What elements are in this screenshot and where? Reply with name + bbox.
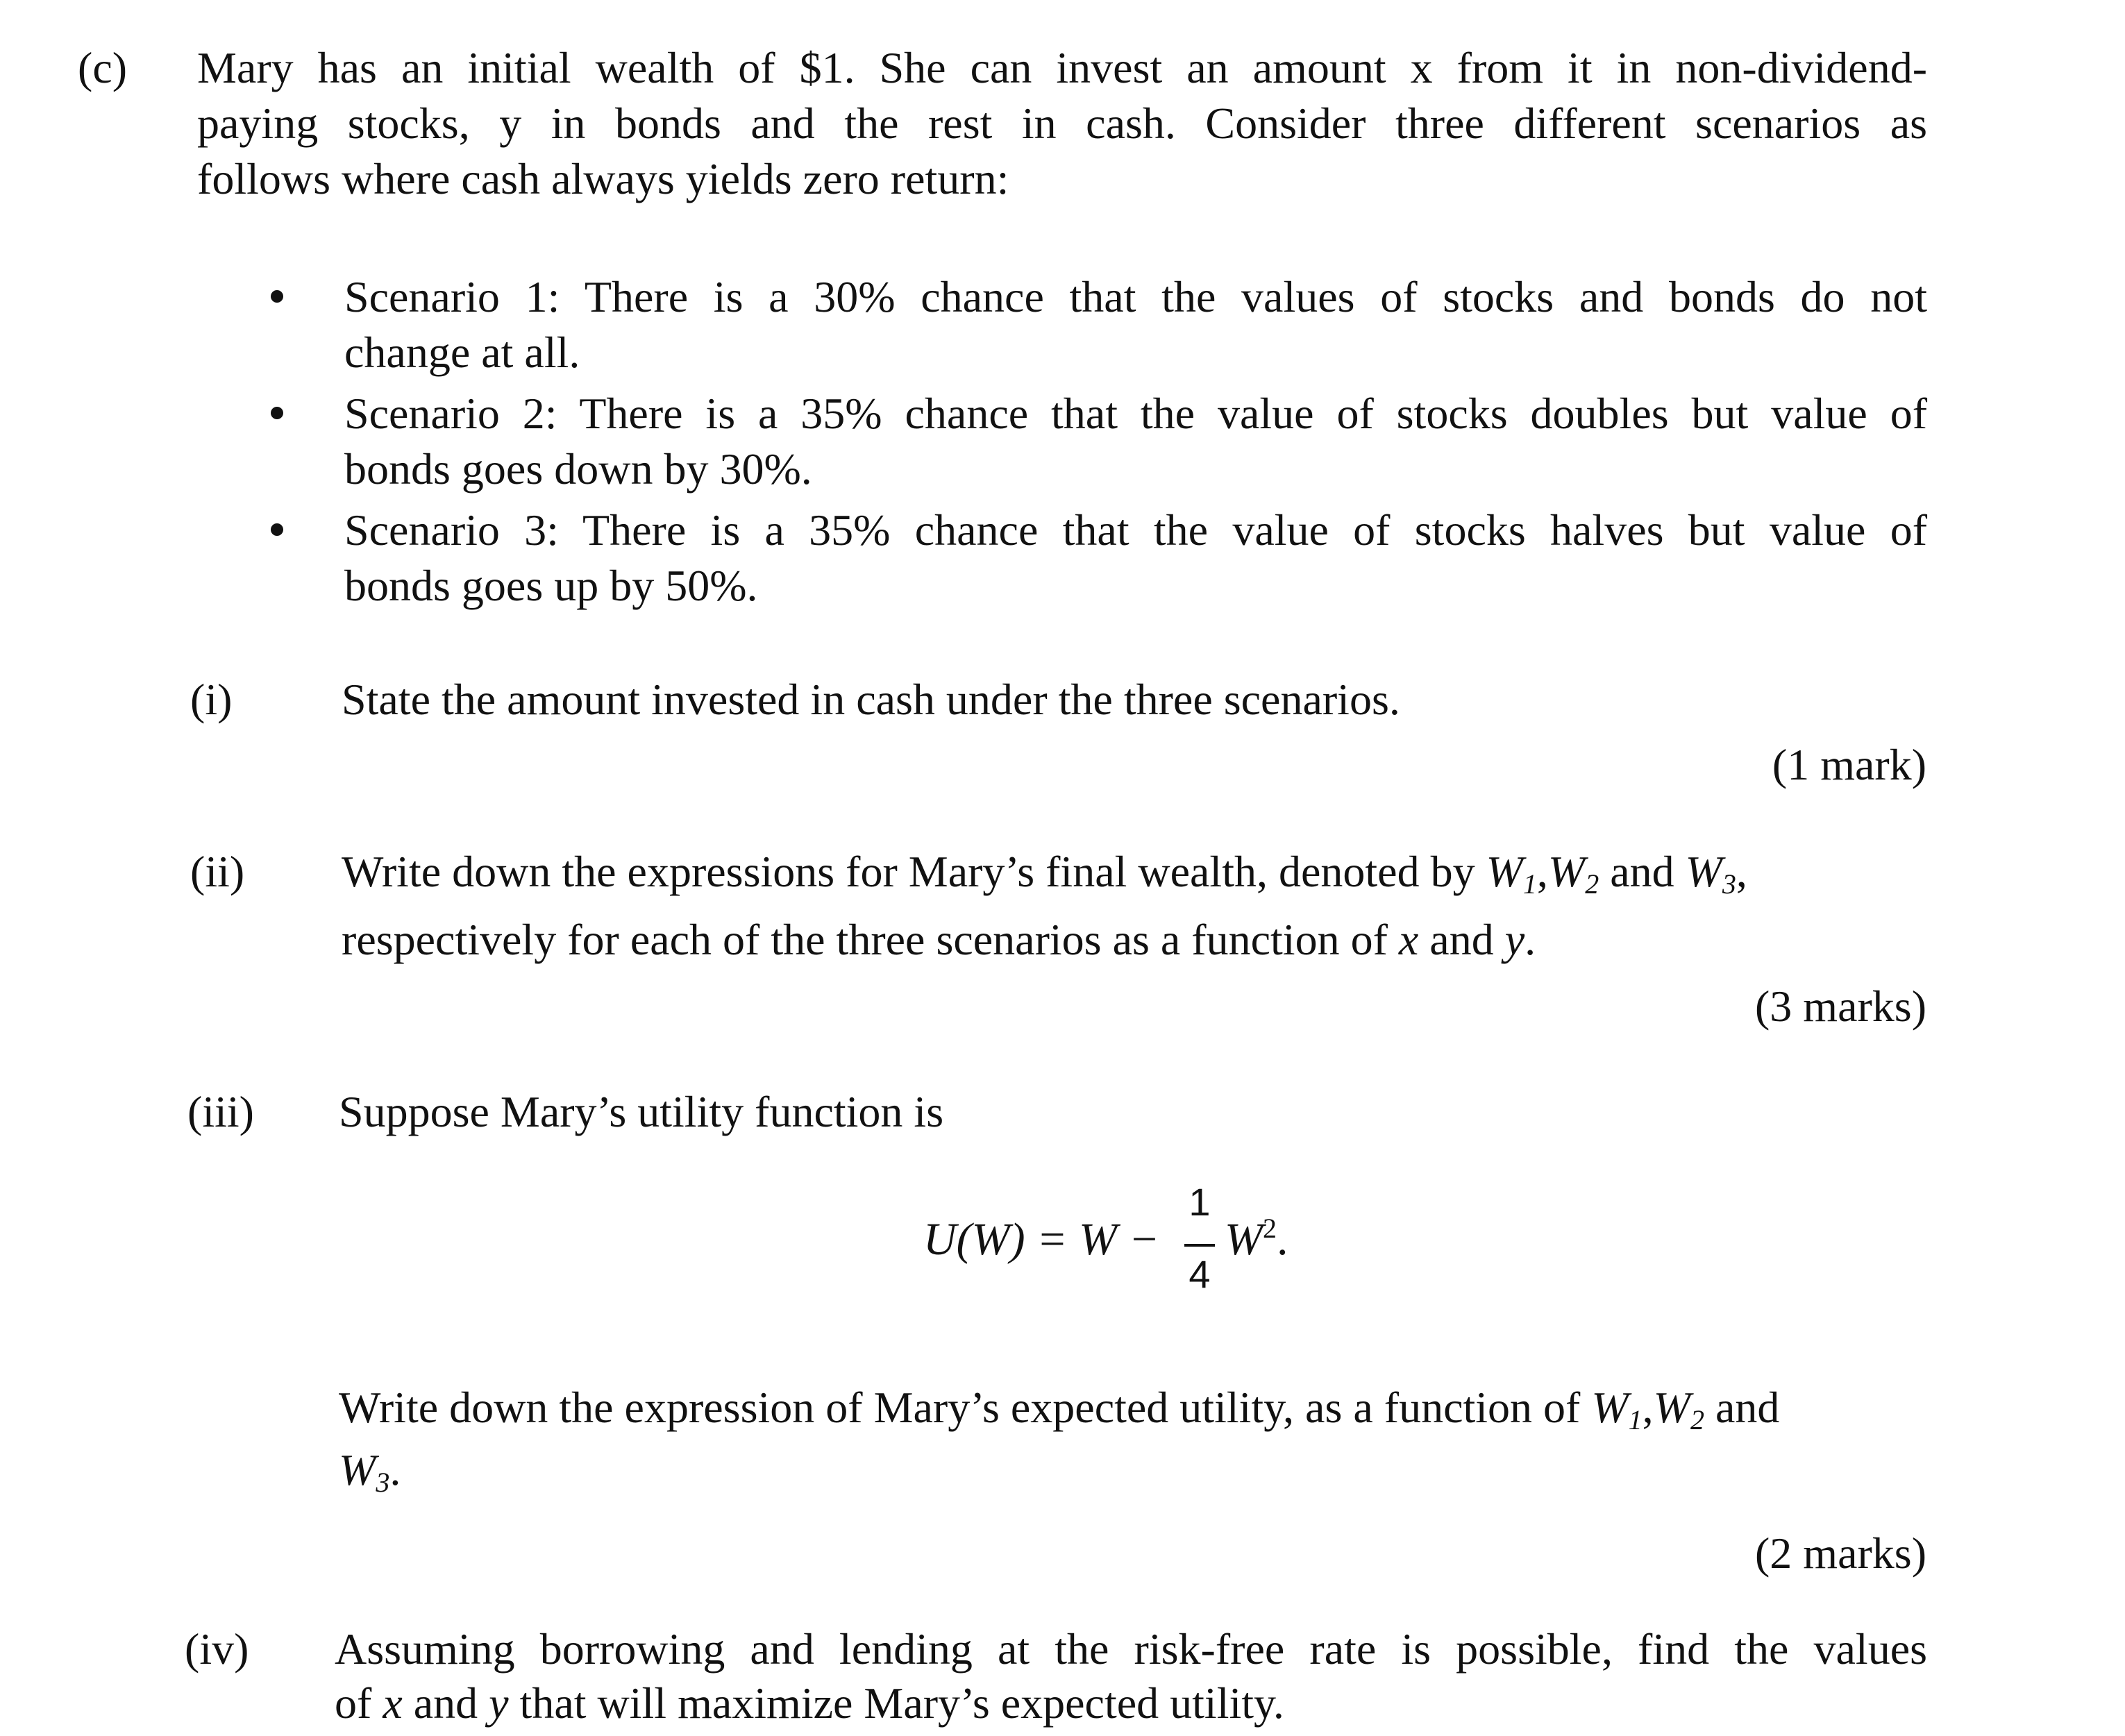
- part-ii-label: (ii): [190, 847, 245, 896]
- part-ii-and: and: [1610, 847, 1674, 896]
- part-iii-label: (iii): [187, 1087, 254, 1136]
- bullet-dot-icon: [271, 407, 283, 419]
- part-i-marks: (1 mark): [1772, 740, 1926, 789]
- part-iv-line-2: [335, 1676, 1284, 1731]
- bullet-dot-icon: [271, 290, 283, 303]
- symbol-y: y: [1504, 915, 1525, 964]
- intro-line-3: follows where cash always yields zero return:: [197, 154, 1009, 203]
- symbol-x: x: [383, 1678, 403, 1728]
- part-iv-and: and: [413, 1678, 478, 1728]
- part-ii-and-2: and: [1429, 915, 1494, 964]
- symbol-w1: $W_1$: [1591, 1383, 1643, 1435]
- part-iii-line-1: Write down the expression of Mary’s expected utility, as a function of $W_1,W_2$ and: [339, 1383, 1780, 1435]
- symbol-w2: $W_2$: [1547, 847, 1599, 900]
- formula-denominator: 4: [1189, 1252, 1211, 1296]
- scenario-2-line-2: bonds goes down by 30%.: [344, 444, 812, 494]
- scenario-2-text: Scenario 2: There is a 35% chance that the value of stocks doubles but value of: [344, 389, 1927, 438]
- scenario-3-text: Scenario 3: There is a 35% chance that the value of stocks halves but value of: [344, 505, 1927, 555]
- scenario-1-text: Scenario 1: There is a 30% chance that the values of stocks and bonds do not: [344, 272, 1927, 321]
- part-iv-line-1: [335, 1621, 1927, 1677]
- part-iv-suffix: that will maximize Mary’s expected utility.: [519, 1678, 1284, 1728]
- part-iii-and: and: [1715, 1383, 1780, 1432]
- symbol-w3: $W_3$: [1685, 847, 1736, 900]
- formula-numerator: 1: [1189, 1180, 1211, 1224]
- part-iii-marks: (2 marks): [1754, 1528, 1926, 1578]
- part-iii-intro: Suppose Mary’s utility function is: [339, 1087, 944, 1136]
- scenario-1-line-2: change at all.: [344, 328, 580, 377]
- part-ii-marks: (3 marks): [1754, 981, 1926, 1031]
- formula-lhs: U(W) = W −: [923, 1214, 1160, 1265]
- part-iv-text: Assuming borrowing and lending at the risk-free rate is possible, find the values: [335, 1624, 1927, 1674]
- part-iii-text: Write down the expression of Mary’s expected utility, as a function of: [339, 1383, 1581, 1432]
- intro-line-2-text: paying stocks, y in bonds and the rest in cash. Consider three different scenarios as: [197, 99, 1927, 148]
- formula-exponent: 2: [1262, 1213, 1277, 1244]
- part-iv-prefix: of: [335, 1678, 372, 1728]
- utility-formula: [923, 1180, 1340, 1305]
- intro-line-1: [197, 40, 1927, 96]
- symbol-w2: $W_2$: [1653, 1383, 1704, 1435]
- part-ii-line-2: respectively for each of the three scenarios as a function of x and y.: [342, 915, 1536, 964]
- symbol-w3: $W_3$: [339, 1445, 390, 1498]
- part-iv-label: (iv): [185, 1624, 249, 1674]
- part-i-text: State the amount invested in cash under the three scenarios.: [342, 675, 1400, 724]
- part-i-label: (i): [190, 675, 233, 724]
- bullet-dot-icon: [271, 523, 283, 536]
- symbol-x: x: [1398, 915, 1419, 964]
- formula-rhs: $W^2$.: [1225, 1213, 1288, 1265]
- fraction-bar: [1184, 1244, 1215, 1247]
- part-ii-line-1: Write down the expressions for Mary’s final wealth, denoted by $W_1,W_2$ and $W_3$,: [342, 847, 1747, 900]
- intro-line-1-text: Mary has an initial wealth of $1. She can invest an amount x from it in non-dividend-: [197, 43, 1927, 92]
- scenario-3-line-1: [344, 503, 1927, 558]
- scenario-3-line-2: bonds goes up by 50%.: [344, 561, 758, 610]
- scenario-2-line-1: [344, 386, 1927, 441]
- question-label: (c): [78, 43, 128, 92]
- symbol-y: y: [489, 1678, 509, 1728]
- part-ii-text-end: respectively for each of the three scenarios as a function of: [342, 915, 1388, 964]
- formula-fraction: [1179, 1180, 1220, 1305]
- intro-line-2: [197, 96, 1927, 151]
- part-iii-line-2: $W_3$.: [339, 1445, 401, 1498]
- part-ii-text-start: Write down the expressions for Mary’s final wealth, denoted by: [342, 847, 1475, 896]
- symbol-w1: $W_1$: [1486, 847, 1537, 900]
- scenario-1-line-1: [344, 269, 1927, 325]
